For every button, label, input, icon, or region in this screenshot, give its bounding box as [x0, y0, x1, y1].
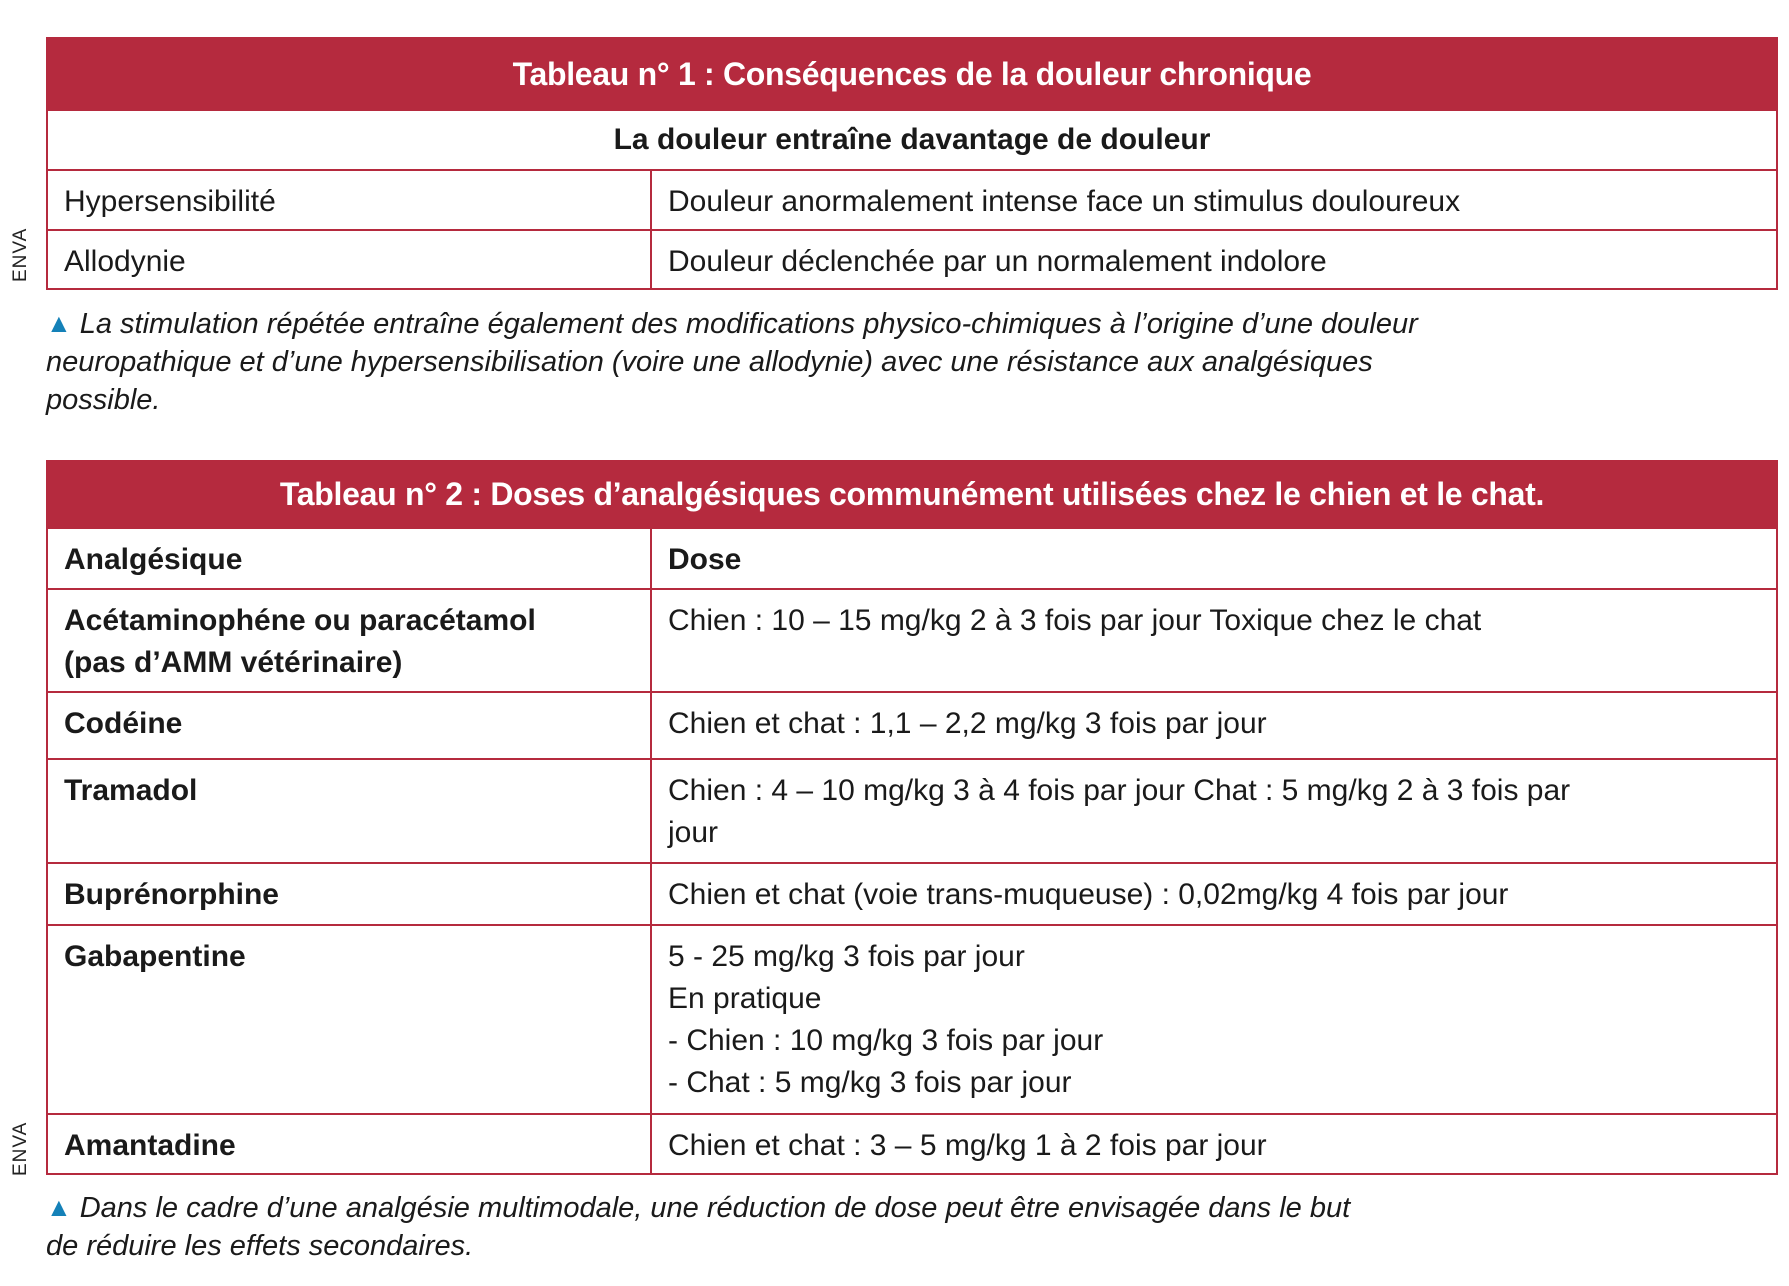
note-1 — [46, 305, 1766, 419]
dose-cell: Chien et chat : 1,1 – 2,2 mg/kg 3 fois par jour — [668, 707, 1267, 740]
drug-cell: Tramadol — [48, 760, 652, 862]
table-row — [48, 229, 1776, 288]
drug-cell: Amantadine — [48, 1115, 652, 1173]
column-header-dose: Dose — [668, 543, 742, 576]
term-cell: Allodynie — [48, 231, 652, 288]
note-2 — [46, 1189, 1766, 1265]
drug-cell: Gabapentine — [48, 926, 652, 1113]
table-2 — [46, 460, 1778, 1175]
note-2-line: Dans le cadre d’une analgésie multimodale, une réduction de dose peut être envisagée dans le but — [79, 1192, 1351, 1224]
term-cell: Hypersensibilité — [48, 171, 652, 229]
table-row — [48, 758, 1776, 862]
table-1 — [46, 37, 1778, 290]
drug-cell: Codéine — [48, 693, 652, 758]
note-1-line: La stimulation répétée entraîne également des modifications physico-chimiques à l’origine d’une douleur — [79, 308, 1418, 340]
table-row — [48, 1113, 1776, 1173]
triangle-up-icon: ▲ — [46, 308, 72, 338]
dose-cell: 5 - 25 mg/kg 3 fois par jour En pratique - Chien : 10 mg/kg 3 fois par jour - Chat : 5 mg/kg 3 fois par jour — [668, 940, 1104, 1099]
table-2-title: Tableau n° 2 : Doses d’analgésiques communément utilisées chez le chien et le chat. — [48, 462, 1776, 527]
dose-cell: Chien : 10 – 15 mg/kg 2 à 3 fois par jour Toxique chez le chat — [668, 604, 1482, 637]
table-row — [48, 862, 1776, 924]
note-1-line: neuropathique et d’une hypersensibilisation (voire une allodynie) avec une résistance aux analgésiques — [46, 346, 1373, 378]
table-row — [48, 691, 1776, 758]
drug-cell: Buprénorphine — [48, 864, 652, 924]
dose-cell: Chien et chat : 3 – 5 mg/kg 1 à 2 fois par jour — [668, 1129, 1267, 1162]
table-header-row — [48, 527, 1776, 588]
table-row — [48, 924, 1776, 1113]
note-2-line: de réduire les effets secondaires. — [46, 1230, 474, 1262]
enva-watermark: ENVA — [10, 227, 31, 282]
table-1-title: Tableau n° 1 : Conséquences de la douleur chronique — [48, 39, 1776, 109]
triangle-up-icon: ▲ — [46, 1192, 72, 1222]
table-1-subtitle: La douleur entraîne davantage de douleur — [48, 109, 1776, 169]
drug-cell: Acétaminophéne ou paracétamol (pas d’AMM vétérinaire) — [48, 590, 652, 691]
dose-cell: Chien et chat (voie trans-muqueuse) : 0,02mg/kg 4 fois par jour — [668, 878, 1509, 911]
definition-cell: Douleur déclenchée par un normalement indolore — [668, 245, 1327, 278]
note-1-line: possible. — [46, 384, 161, 416]
enva-watermark: ENVA — [10, 1121, 31, 1176]
definition-cell: Douleur anormalement intense face un stimulus douloureux — [668, 185, 1461, 218]
dose-cell: Chien : 4 – 10 mg/kg 3 à 4 fois par jour Chat : 5 mg/kg 2 à 3 fois par jour — [668, 774, 1571, 849]
table-row — [48, 588, 1776, 691]
column-header-analgesique: Analgésique — [48, 529, 652, 588]
table-row — [48, 169, 1776, 229]
